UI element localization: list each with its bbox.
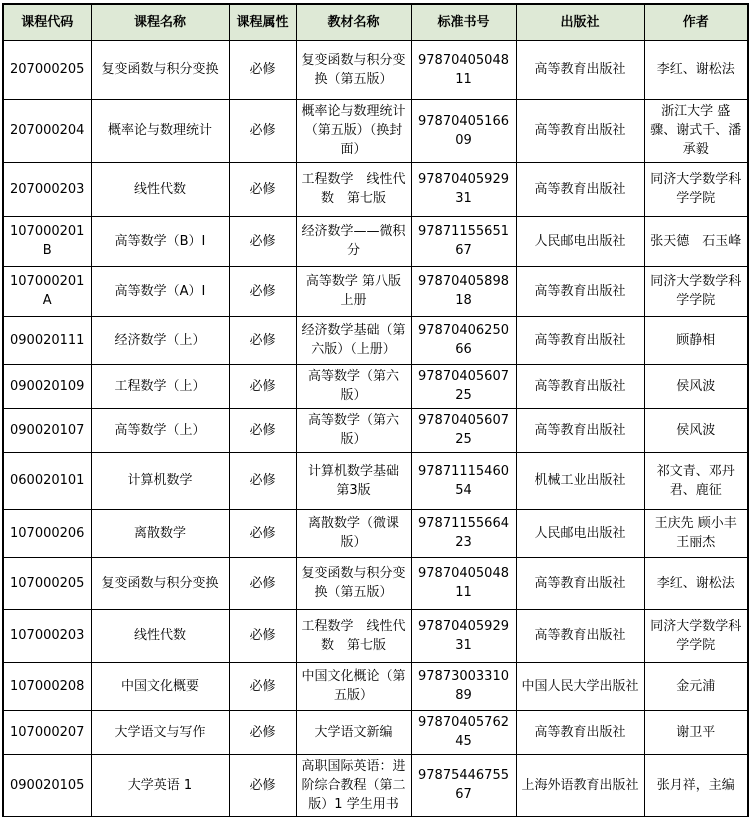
- cell-isbn: 9787040560725: [411, 408, 516, 452]
- cell-course-name: 大学英语 1: [91, 754, 229, 817]
- cell-isbn: 9787040560725: [411, 364, 516, 408]
- column-header-author: 作者: [644, 4, 748, 40]
- cell-course-code: 107000203: [3, 609, 91, 662]
- table-row: [3, 162, 748, 216]
- cell-author: 同济大学数学科学学院: [644, 162, 748, 216]
- table-row: [3, 266, 748, 316]
- cell-course-code: 090020105: [3, 754, 91, 817]
- cell-course-attribute: 必修: [229, 99, 296, 162]
- cell-course-name: 计算机数学: [91, 452, 229, 509]
- cell-textbook-name: 工程数学 线性代数 第七版: [296, 609, 411, 662]
- cell-course-code: 107000201A: [3, 266, 91, 316]
- cell-textbook-name: 高等数学 第八版 上册: [296, 266, 411, 316]
- cell-isbn: 9787300331089: [411, 662, 516, 710]
- cell-author: 同济大学数学科学学院: [644, 266, 748, 316]
- cell-course-name: 复变函数与积分变换: [91, 557, 229, 609]
- cell-course-code: 107000207: [3, 710, 91, 754]
- cell-publisher: 高等教育出版社: [516, 162, 644, 216]
- cell-publisher: 高等教育出版社: [516, 408, 644, 452]
- cell-isbn: 9787040589818: [411, 266, 516, 316]
- cell-course-name: 中国文化概要: [91, 662, 229, 710]
- cell-isbn: 9787040516609: [411, 99, 516, 162]
- table-body: [3, 40, 748, 817]
- cell-course-attribute: 必修: [229, 609, 296, 662]
- cell-course-name: 复变函数与积分变换: [91, 40, 229, 99]
- cell-publisher: 上海外语教育出版社: [516, 754, 644, 817]
- cell-course-attribute: 必修: [229, 662, 296, 710]
- cell-textbook-name: 经济数学——微积分: [296, 216, 411, 266]
- cell-publisher: 机械工业出版社: [516, 452, 644, 509]
- cell-publisher: 人民邮电出版社: [516, 216, 644, 266]
- cell-course-name: 高等数学（B）Ⅰ: [91, 216, 229, 266]
- cell-course-name: 工程数学（上）: [91, 364, 229, 408]
- cell-isbn: 9787040592931: [411, 609, 516, 662]
- column-header-course-attribute: 课程属性: [229, 4, 296, 40]
- cell-course-attribute: 必修: [229, 754, 296, 817]
- cell-textbook-name: 经济数学基础（第六版）（上册）: [296, 316, 411, 364]
- cell-course-attribute: 必修: [229, 710, 296, 754]
- cell-course-name: 经济数学（上）: [91, 316, 229, 364]
- table-row: [3, 557, 748, 609]
- cell-publisher: 中国人民大学出版社: [516, 662, 644, 710]
- cell-course-name: 离散数学: [91, 509, 229, 557]
- cell-publisher: 人民邮电出版社: [516, 509, 644, 557]
- table-row: [3, 408, 748, 452]
- cell-course-attribute: 必修: [229, 216, 296, 266]
- cell-author: 王庆先 顾小丰 王丽杰: [644, 509, 748, 557]
- cell-course-attribute: 必修: [229, 316, 296, 364]
- cell-textbook-name: 工程数学 线性代数 第七版: [296, 162, 411, 216]
- table-row: [3, 99, 748, 162]
- cell-textbook-name: 高等数学（第六版）: [296, 364, 411, 408]
- cell-course-name: 线性代数: [91, 609, 229, 662]
- column-header-course-code: 课程代码: [3, 4, 91, 40]
- cell-course-code: 090020111: [3, 316, 91, 364]
- cell-textbook-name: 高职国际英语：进阶综合教程（第二版）1 学生用书: [296, 754, 411, 817]
- cell-author: 侯风波: [644, 408, 748, 452]
- cell-course-name: 高等数学（上）: [91, 408, 229, 452]
- cell-publisher: 高等教育出版社: [516, 266, 644, 316]
- cell-author: 祁文青、邓丹君、鹿征: [644, 452, 748, 509]
- cell-textbook-name: 概率论与数理统计（第五版）（换封面）: [296, 99, 411, 162]
- cell-textbook-name: 计算机数学基础 第3版: [296, 452, 411, 509]
- cell-course-code: 090020107: [3, 408, 91, 452]
- cell-course-attribute: 必修: [229, 557, 296, 609]
- column-header-course-name: 课程名称: [91, 4, 229, 40]
- cell-isbn: 9787040504811: [411, 557, 516, 609]
- cell-author: 顾静相: [644, 316, 748, 364]
- table-row: [3, 452, 748, 509]
- cell-course-name: 高等数学（A）Ⅰ: [91, 266, 229, 316]
- cell-textbook-name: 高等数学（第六版）: [296, 408, 411, 452]
- table-row: [3, 609, 748, 662]
- cell-course-code: 207000205: [3, 40, 91, 99]
- course-textbook-table: [2, 3, 749, 817]
- table-row: [3, 710, 748, 754]
- cell-publisher: 高等教育出版社: [516, 364, 644, 408]
- cell-textbook-name: 中国文化概论（第五版）: [296, 662, 411, 710]
- cell-course-code: 060020101: [3, 452, 91, 509]
- cell-course-code: 207000203: [3, 162, 91, 216]
- cell-textbook-name: 大学语文新编: [296, 710, 411, 754]
- cell-author: 张天德 石玉峰: [644, 216, 748, 266]
- cell-author: 张月祥，主编: [644, 754, 748, 817]
- cell-publisher: 高等教育出版社: [516, 557, 644, 609]
- table-row: [3, 662, 748, 710]
- cell-isbn: 9787115565167: [411, 216, 516, 266]
- cell-author: 浙江大学 盛骤、谢式千、潘承毅: [644, 99, 748, 162]
- cell-course-code: 107000206: [3, 509, 91, 557]
- column-header-isbn: 标准书号: [411, 4, 516, 40]
- cell-textbook-name: 复变函数与积分变换（第五版）: [296, 40, 411, 99]
- cell-author: 侯风波: [644, 364, 748, 408]
- cell-author: 金元浦: [644, 662, 748, 710]
- column-header-publisher: 出版社: [516, 4, 644, 40]
- cell-course-attribute: 必修: [229, 408, 296, 452]
- cell-isbn: 9787040625066: [411, 316, 516, 364]
- cell-publisher: 高等教育出版社: [516, 710, 644, 754]
- table-row: [3, 509, 748, 557]
- cell-textbook-name: 离散数学（微课版）: [296, 509, 411, 557]
- cell-isbn: 9787544675567: [411, 754, 516, 817]
- cell-author: 李红、谢松法: [644, 40, 748, 99]
- cell-course-code: 107000208: [3, 662, 91, 710]
- table-row: [3, 316, 748, 364]
- cell-author: 谢卫平: [644, 710, 748, 754]
- cell-publisher: 高等教育出版社: [516, 99, 644, 162]
- column-header-textbook-name: 教材名称: [296, 4, 411, 40]
- cell-author: 同济大学数学科学学院: [644, 609, 748, 662]
- cell-isbn: 9787040576245: [411, 710, 516, 754]
- cell-publisher: 高等教育出版社: [516, 316, 644, 364]
- cell-course-code: 107000201B: [3, 216, 91, 266]
- cell-isbn: 9787115566423: [411, 509, 516, 557]
- cell-textbook-name: 复变函数与积分变换（第五版）: [296, 557, 411, 609]
- cell-isbn: 9787111546054: [411, 452, 516, 509]
- table-row: [3, 364, 748, 408]
- table-header-row: [3, 4, 748, 40]
- table-row: [3, 754, 748, 817]
- table-row: [3, 216, 748, 266]
- cell-isbn: 9787040504811: [411, 40, 516, 99]
- cell-course-name: 概率论与数理统计: [91, 99, 229, 162]
- cell-publisher: 高等教育出版社: [516, 40, 644, 99]
- cell-course-attribute: 必修: [229, 40, 296, 99]
- cell-course-code: 107000205: [3, 557, 91, 609]
- cell-publisher: 高等教育出版社: [516, 609, 644, 662]
- cell-course-attribute: 必修: [229, 364, 296, 408]
- cell-author: 李红、谢松法: [644, 557, 748, 609]
- cell-course-code: 207000204: [3, 99, 91, 162]
- table-row: [3, 40, 748, 99]
- cell-course-attribute: 必修: [229, 509, 296, 557]
- cell-isbn: 9787040592931: [411, 162, 516, 216]
- cell-course-attribute: 必修: [229, 162, 296, 216]
- cell-course-attribute: 必修: [229, 266, 296, 316]
- cell-course-name: 线性代数: [91, 162, 229, 216]
- cell-course-name: 大学语文与写作: [91, 710, 229, 754]
- cell-course-code: 090020109: [3, 364, 91, 408]
- cell-course-attribute: 必修: [229, 452, 296, 509]
